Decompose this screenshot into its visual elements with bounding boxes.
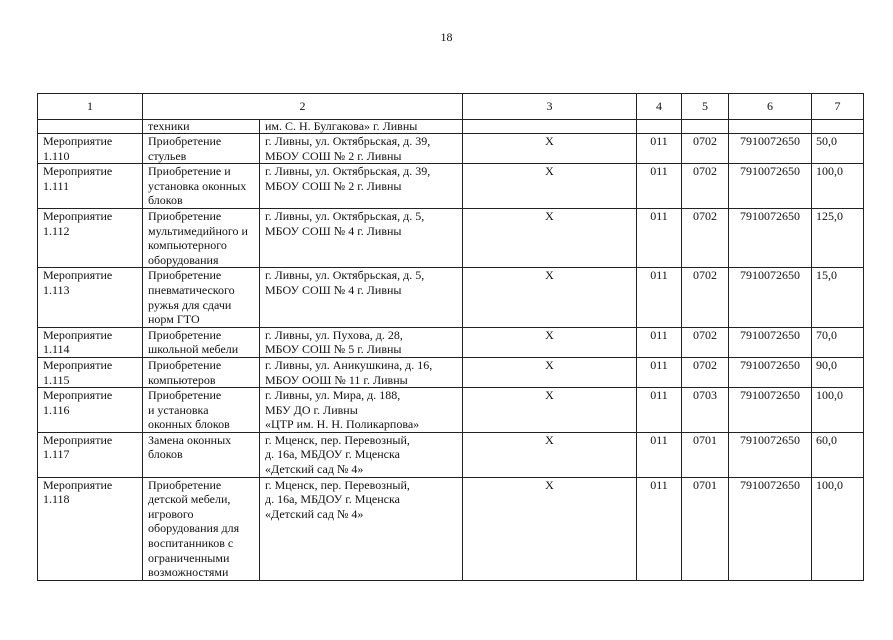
csr-cell: 7910072650 <box>729 477 812 580</box>
address-line: «ЦТР им. Н. Н. Поликарпова» <box>265 417 420 432</box>
name-line: Приобретение <box>148 388 222 403</box>
name-line: воспитанников с <box>148 536 234 551</box>
measure-line: Мероприятие <box>43 164 113 179</box>
csr-cell: 7910072650 <box>729 208 812 267</box>
sum-cell: 60,0 <box>812 432 864 477</box>
csr-cell: 7910072650 <box>729 134 812 164</box>
measure-cell <box>38 134 143 164</box>
header-cell: 6 <box>729 94 812 120</box>
name-cell: техники <box>143 120 260 134</box>
name-line: Приобретение <box>148 208 222 223</box>
name-line: детской мебели, <box>148 492 231 507</box>
table-row <box>38 357 864 387</box>
measure-line: 1.111 <box>43 178 70 193</box>
csr-cell: 7910072650 <box>729 357 812 387</box>
table-row <box>38 164 864 209</box>
address-cell <box>260 432 463 477</box>
address-cell: им. С. Н. Булгакова» г. Ливны <box>260 120 463 134</box>
header-row <box>38 94 864 120</box>
measure-line: Мероприятие <box>43 268 113 283</box>
address-line: г. Ливны, ул. Октябрьская, д. 39, <box>265 134 431 148</box>
address-line: г. Ливны, ул. Пухова, д. 28, <box>265 327 403 342</box>
measure-line: 1.116 <box>43 402 70 417</box>
x-cell: Х <box>463 327 637 357</box>
grbs-cell: 011 <box>637 327 682 357</box>
name-line: оконных блоков <box>148 417 230 432</box>
measure-cell <box>38 208 143 267</box>
name-line: компьютерного <box>148 238 227 253</box>
name-line: Приобретение <box>148 268 222 283</box>
section-cell: 0701 <box>682 432 729 477</box>
table-row <box>38 327 864 357</box>
measure-line: Мероприятие <box>43 357 113 372</box>
header-cell: 2 <box>143 94 463 120</box>
name-line: Приобретение <box>148 327 222 342</box>
section-cell: 0702 <box>682 164 729 209</box>
grbs-cell: 011 <box>637 432 682 477</box>
measure-cell <box>38 357 143 387</box>
measure-line: 1.112 <box>43 223 70 238</box>
measure-line: 1.118 <box>43 492 70 507</box>
address-line: «Детский сад № 4» <box>265 462 364 477</box>
csr-cell: 7910072650 <box>729 164 812 209</box>
address-line: МБУ ДО г. Ливны <box>265 402 358 417</box>
x-cell <box>463 120 637 134</box>
address-line: г. Ливны, ул. Октябрьская, д. 5, <box>265 208 425 223</box>
measure-line: 1.114 <box>43 342 70 357</box>
address-cell <box>260 327 463 357</box>
address-line: д. 16а, МБДОУ г. Мценска <box>265 492 400 507</box>
continuation-row <box>38 120 864 134</box>
csr-cell: 7910072650 <box>729 388 812 433</box>
grbs-cell: 011 <box>637 477 682 580</box>
measure-line: Мероприятие <box>43 388 113 403</box>
sum-cell: 50,0 <box>812 134 864 164</box>
name-line: оборудования <box>148 252 219 267</box>
section-cell: 0703 <box>682 388 729 433</box>
name-line: мультимедийного и <box>148 223 248 238</box>
name-line: пневматического <box>148 282 235 297</box>
name-cell <box>143 208 260 267</box>
section-cell: 0702 <box>682 208 729 267</box>
grbs-cell: 011 <box>637 208 682 267</box>
address-line: г. Ливны, ул. Аникушкина, д. 16, <box>265 357 433 372</box>
measure-cell <box>38 120 143 134</box>
section-cell: 0701 <box>682 477 729 580</box>
page-number: 18 <box>440 30 453 44</box>
grbs-cell: 011 <box>637 388 682 433</box>
name-line: норм ГТО <box>148 312 200 327</box>
section-cell: 0702 <box>682 134 729 164</box>
sum-cell: 100,0 <box>812 388 864 433</box>
sum-cell: 15,0 <box>812 268 864 327</box>
measure-line: 1.113 <box>43 282 70 297</box>
section-cell <box>682 120 729 134</box>
table-row <box>38 477 864 580</box>
section-cell: 0702 <box>682 357 729 387</box>
table-row <box>38 134 864 164</box>
name-line: ограниченными <box>148 550 230 565</box>
measure-cell <box>38 268 143 327</box>
header-cell: 1 <box>38 94 143 120</box>
measure-line: 1.110 <box>43 148 70 163</box>
sum-cell <box>812 120 864 134</box>
measure-line: Мероприятие <box>43 477 113 492</box>
address-line: МБОУ СОШ № 4 г. Ливны <box>265 223 402 238</box>
address-line: МБОУ СОШ № 5 г. Ливны <box>265 342 402 357</box>
address-cell <box>260 164 463 209</box>
measure-cell <box>38 388 143 433</box>
csr-cell: 7910072650 <box>729 327 812 357</box>
name-cell <box>143 432 260 477</box>
name-line: возможностями <box>148 565 229 580</box>
grbs-cell: 011 <box>637 134 682 164</box>
sum-cell: 100,0 <box>812 477 864 580</box>
name-line: Замена оконных <box>148 432 232 447</box>
table-row <box>38 208 864 267</box>
name-line: Приобретение <box>148 477 222 492</box>
address-cell <box>260 134 463 164</box>
csr-cell: 7910072650 <box>729 268 812 327</box>
name-line: оборудования для <box>148 521 240 536</box>
x-cell: Х <box>463 432 637 477</box>
name-line: Приобретение <box>148 357 222 372</box>
address-line: г. Мценск, пер. Перевозный, <box>265 432 410 447</box>
name-cell <box>143 477 260 580</box>
sum-cell: 70,0 <box>812 327 864 357</box>
name-line: стульев <box>148 148 187 163</box>
measure-line: 1.115 <box>43 372 70 387</box>
grbs-cell: 011 <box>637 357 682 387</box>
csr-cell <box>729 120 812 134</box>
address-line: г. Ливны, ул. Мира, д. 188, <box>265 388 401 403</box>
name-cell <box>143 134 260 164</box>
name-line: блоков <box>148 447 183 462</box>
x-cell: Х <box>463 164 637 209</box>
name-line: игрового <box>148 506 194 521</box>
header-cell: 7 <box>812 94 864 120</box>
measure-cell <box>38 477 143 580</box>
address-line: г. Мценск, пер. Перевозный, <box>265 477 410 492</box>
name-line: компьютеров <box>148 372 216 387</box>
name-line: блоков <box>148 193 183 208</box>
address-cell <box>260 208 463 267</box>
name-cell <box>143 164 260 209</box>
name-cell <box>143 327 260 357</box>
name-line: ружья для сдачи <box>148 297 232 312</box>
name-cell <box>143 388 260 433</box>
header-cell: 4 <box>637 94 682 120</box>
name-cell <box>143 357 260 387</box>
address-cell <box>260 388 463 433</box>
section-cell: 0702 <box>682 268 729 327</box>
csr-cell: 7910072650 <box>729 432 812 477</box>
grbs-cell: 011 <box>637 268 682 327</box>
address-cell <box>260 477 463 580</box>
address-line: МБОУ СОШ № 2 г. Ливны <box>265 178 402 193</box>
measure-line: 1.117 <box>43 447 70 462</box>
x-cell: Х <box>463 357 637 387</box>
address-cell <box>260 268 463 327</box>
grbs-cell <box>637 120 682 134</box>
name-line: и установка <box>148 402 209 417</box>
name-line: установка оконных <box>148 178 247 193</box>
measure-cell <box>38 432 143 477</box>
x-cell: Х <box>463 268 637 327</box>
measure-line: Мероприятие <box>43 432 113 447</box>
table-row <box>38 268 864 327</box>
sum-cell: 125,0 <box>812 208 864 267</box>
x-cell: Х <box>463 388 637 433</box>
x-cell: Х <box>463 134 637 164</box>
table-row <box>38 388 864 433</box>
data-table <box>37 93 864 581</box>
grbs-cell: 011 <box>637 164 682 209</box>
measure-cell <box>38 327 143 357</box>
sum-cell: 100,0 <box>812 164 864 209</box>
name-cell <box>143 268 260 327</box>
address-line: г. Ливны, ул. Октябрьская, д. 5, <box>265 268 425 283</box>
address-line: МБОУ СОШ № 4 г. Ливны <box>265 282 402 297</box>
table-row <box>38 432 864 477</box>
x-cell: Х <box>463 208 637 267</box>
measure-line: Мероприятие <box>43 327 113 342</box>
header-cell: 3 <box>463 94 637 120</box>
measure-line: Мероприятие <box>43 208 113 223</box>
address-line: МБОУ СОШ № 2 г. Ливны <box>265 148 402 163</box>
sum-cell: 90,0 <box>812 357 864 387</box>
address-line: «Детский сад № 4» <box>265 506 364 521</box>
name-line: Приобретение и <box>148 164 231 179</box>
name-line: школьной мебели <box>148 342 239 357</box>
measure-cell <box>38 164 143 209</box>
address-line: г. Ливны, ул. Октябрьская, д. 39, <box>265 164 431 179</box>
address-cell <box>260 357 463 387</box>
section-cell: 0702 <box>682 327 729 357</box>
address-line: д. 16а, МБДОУ г. Мценска <box>265 447 400 462</box>
header-cell: 5 <box>682 94 729 120</box>
address-line: МБОУ ООШ № 11 г. Ливны <box>265 372 408 387</box>
measure-line: Мероприятие <box>43 134 113 148</box>
x-cell: Х <box>463 477 637 580</box>
name-line: Приобретение <box>148 134 222 148</box>
